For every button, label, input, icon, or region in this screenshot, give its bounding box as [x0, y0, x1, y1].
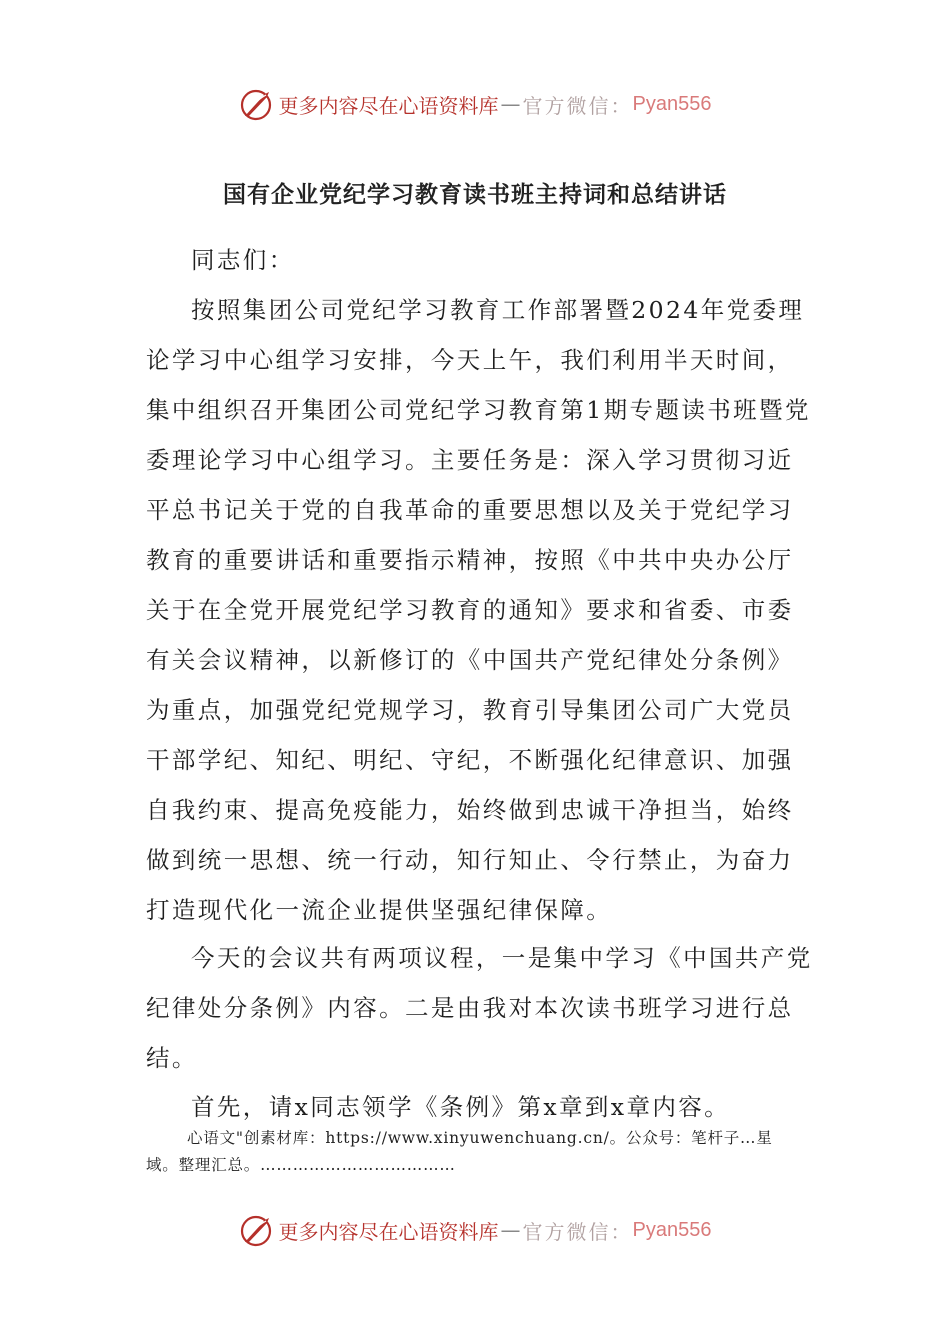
paragraph-line: 干部学纪、知纪、明纪、守纪，不断强化纪律意识、加强	[146, 746, 794, 774]
banner-wechat-id: Pyan556	[632, 1218, 712, 1241]
paragraph-line: 集中组织召开集团公司党纪学习教育第1期专题读书班暨党	[146, 396, 811, 424]
header-banner	[0, 82, 950, 126]
paragraph-line: 纪律处分条例》内容。二是由我对本次读书班学习进行总	[146, 994, 794, 1022]
salutation	[146, 235, 806, 285]
paragraph-1	[146, 285, 811, 935]
footnote-line: 域。整理汇总。………………………………	[146, 1156, 456, 1174]
salutation-text: 同志们：	[191, 246, 295, 274]
paragraph-line: 论学习中心组学习安排，今天上午，我们利用半天时间，	[146, 346, 794, 374]
footnote-line: 心语文"创素材库：https://www.xinyuwenchuang.cn/。公众号：笔杆子…星	[187, 1129, 773, 1147]
paragraph-line: 委理论学习中心组学习。主要任务是：深入学习贯彻习近	[146, 446, 794, 474]
banner-wechat-label: 官方微信：	[522, 1219, 633, 1244]
paragraph-line: 结。	[146, 1044, 198, 1072]
paragraph-line: 做到统一思想、统一行动，知行知止、令行禁止，为奋力	[146, 846, 794, 874]
quill-pen-logo-icon	[239, 1212, 275, 1248]
quill-pen-logo-icon	[239, 86, 275, 122]
paragraph-line: 打造现代化一流企业提供坚强纪律保障。	[146, 896, 613, 924]
banner-wechat-id: Pyan556	[632, 92, 712, 115]
paragraph-line: 为重点，加强党纪党规学习，教育引导集团公司广大党员	[146, 696, 794, 724]
paragraph-line: 教育的重要讲话和重要指示精神，按照《中共中央办公厅	[146, 546, 794, 574]
banner-separator: —	[500, 1218, 521, 1242]
paragraph-line: 平总书记关于党的自我革命的重要思想以及关于党纪学习	[146, 496, 794, 524]
paragraph-line: 自我约束、提高免疫能力，始终做到忠诚干净担当，始终	[146, 796, 794, 824]
document-title: 国有企业党纪学习教育读书班主持词和总结讲话	[223, 182, 727, 208]
footer-banner	[0, 1208, 950, 1252]
paragraph-line: 关于在全党开展党纪学习教育的通知》要求和省委、市委	[146, 596, 794, 624]
banner-text: 更多内容尽在心语资料库	[278, 1219, 499, 1244]
banner-text: 更多内容尽在心语资料库	[278, 93, 499, 118]
paragraph-line: 按照集团公司党纪学习教育工作部署暨2024年党委理	[191, 296, 805, 324]
paragraph-line: 有关会议精神，以新修订的《中国共产党纪律处分条例》	[146, 646, 794, 674]
banner-separator: —	[500, 92, 521, 116]
paragraph-2	[146, 933, 813, 1083]
source-footnote	[146, 1125, 811, 1179]
paragraph-line: 今天的会议共有两项议程，一是集中学习《中国共产党	[191, 944, 813, 972]
paragraph-line: 首先，请x同志领学《条例》第x章到x章内容。	[191, 1093, 731, 1121]
banner-wechat-label: 官方微信：	[522, 93, 633, 118]
